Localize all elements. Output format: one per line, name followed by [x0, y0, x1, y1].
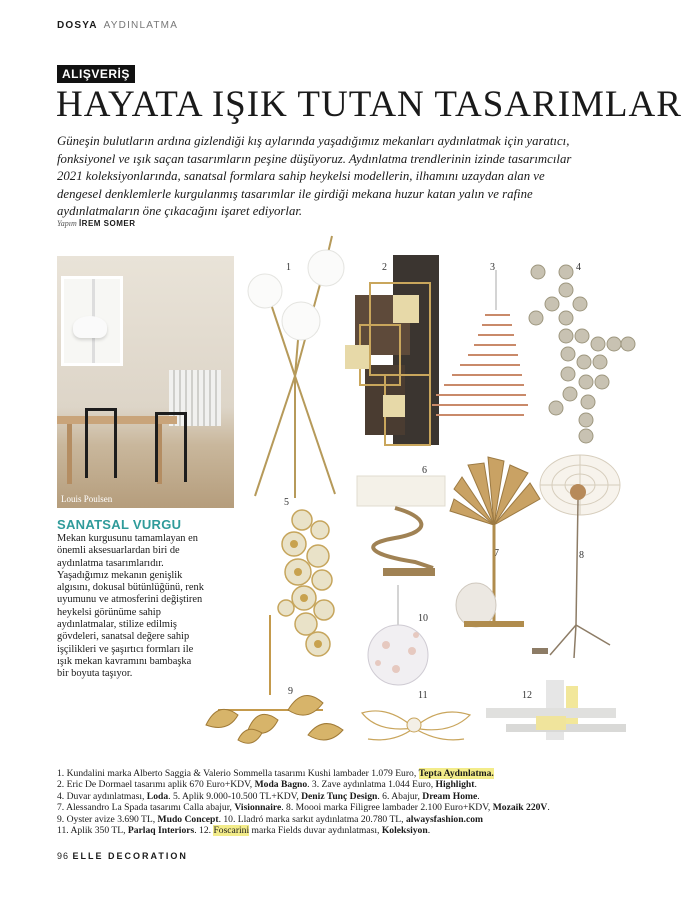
- caption-text: . 10. Lladró marka sarkıt aydınlatma 20.780 TL,: [218, 813, 406, 825]
- interior-photo: [57, 256, 234, 508]
- article-title: HAYATA IŞIK TUTAN TASARIMLAR: [56, 84, 682, 125]
- product-number: 4: [576, 262, 581, 273]
- subsection-label: AYDINLATMA: [103, 20, 179, 31]
- caption-brand: Mozaik 220V: [492, 802, 548, 814]
- caption-text: .: [427, 825, 431, 837]
- caption-brand: Visionnaire: [234, 802, 282, 814]
- sidebar-text: Mekan kurgusunu tamamlayan en önemli aksesuarlardan biri de aydınlatma tasarımlarıdır. Yaşadığımız mekanın genişlik algısını, dokusal bütünlüğünü, renk uyumunu ve atmosferini değiştiren heykelsi görünüme sahip aydınlatmalar, stilize edilmiş gövdeleri, sanatsal değere sahip işçilikleri ve şaşırtıcı formları ile ışık mekan kavramını bambaşka bir boyuta taşıyor.: [57, 533, 204, 680]
- caption-line: [57, 802, 657, 813]
- section-label: DOSYA: [57, 20, 98, 31]
- caption-text: . 6. Abajur,: [377, 790, 423, 802]
- page-number: 96: [57, 851, 70, 861]
- caption-brand: alwaysfashion.com: [405, 813, 483, 825]
- product-number: 11: [418, 690, 428, 701]
- byline: [57, 219, 136, 228]
- product-number: 1: [286, 262, 291, 273]
- floor-lamp-8-image: [530, 450, 625, 660]
- byline-author: İREM SOMER: [78, 219, 136, 228]
- caption-brand: Foscarini: [213, 825, 250, 837]
- caption-text: 1. Kundalini marka Alberto Saggia & Valerio Sommella tasarımı Kushi lambader 1.079 Euro,: [57, 768, 419, 779]
- caption-text: 11. Aplik 350 TL,: [57, 825, 128, 837]
- table-leg: [67, 424, 72, 484]
- caption-text: . 8. Moooi marka Filigree lambader 2.100 Euro+KDV,: [281, 802, 493, 814]
- pendant-lamp-10-image: [356, 585, 441, 695]
- wall-lamp-4-image: [528, 262, 638, 447]
- caption-brand: Dream Home: [422, 790, 478, 802]
- caption-text: . 12.: [194, 825, 214, 837]
- product-number: 3: [490, 262, 495, 273]
- product-captions: [57, 768, 657, 836]
- magazine-brand: ELLE DECORATION: [72, 851, 188, 861]
- caption-brand: Loda: [146, 790, 169, 802]
- caption-text: . 3. Zave aydınlatma 1.044 Euro,: [307, 779, 436, 791]
- chair: [85, 408, 117, 478]
- product-number: 2: [382, 262, 387, 273]
- caption-text: 4. Duvar aydınlatması,: [57, 790, 147, 802]
- caption-text: .: [474, 779, 477, 791]
- wall-lamp-12-image: [486, 680, 628, 750]
- caption-text: . 5. Aplik 9.000-10.500 TL+KDV,: [168, 790, 302, 802]
- caption-brand: Highlight: [435, 779, 475, 791]
- category-tag: ALIŞVERİŞ: [57, 65, 135, 83]
- product-number: 12: [522, 690, 532, 701]
- caption-text: 7. Alessandro La Spada tasarımı Calla abajur,: [57, 802, 235, 814]
- caption-text: 9. Oyster avize 3.690 TL,: [57, 813, 158, 825]
- caption-line: [57, 825, 657, 836]
- table-lamp-7-image: [448, 455, 543, 630]
- caption-line: [57, 779, 657, 790]
- product-number: 7: [494, 548, 499, 559]
- caption-text: .: [477, 790, 480, 802]
- pendant-lamp-image: [73, 316, 107, 338]
- caption-brand: Parlaq Interiors: [127, 825, 195, 837]
- page-footer: [57, 851, 188, 861]
- chair: [155, 412, 187, 482]
- chandelier-9-image: [198, 615, 348, 750]
- caption-text: 2. Eric De Dormael tasarımı aplik 670 Euro+KDV,: [57, 779, 255, 791]
- wall-sconce-11-image: [358, 703, 473, 753]
- floor-lamp-1-image: [240, 236, 350, 501]
- caption-text: .: [547, 802, 550, 814]
- product-number: 10: [418, 613, 428, 624]
- article-intro: Güneşin bulutların ardına gizlendiği kış aylarında yaşadığımız mekanları aydınlatmak için yaratıcı, fonksiyonel ve ışık saçan tasarımların peşine düşüyoruz. Aydınlatma trendlerinin izinde tasarımcılar 2021 koleksiyonlarında, sanatsal formlara sahip heykelsi modellerin, ilhamını uzaydan alan ve dengesel denklemlerle kurgulanmış tasarımlar ile girdiği mekana huzur katan yalın ve rafine aydınlatmaların öne çıkacağını işaret ediyorlar.: [57, 134, 572, 218]
- caption-line: [57, 791, 657, 802]
- byline-label: Yapım: [57, 219, 77, 228]
- caption-brand: Moda Bagno: [254, 779, 308, 791]
- product-number: 6: [422, 465, 427, 476]
- sidebar-heading: SANATSAL VURGU: [57, 517, 182, 532]
- product-number: 9: [288, 686, 293, 697]
- page-header: [57, 20, 178, 31]
- caption-brand: Koleksiyon: [381, 825, 428, 837]
- caption-text: marka Fields duvar aydınlatması,: [249, 825, 382, 837]
- caption-line: [57, 814, 657, 825]
- caption-line: [57, 768, 657, 779]
- photo-credit: Louis Poulsen: [61, 494, 113, 504]
- caption-brand: Tepta Aydınlatma.: [418, 768, 494, 779]
- pendant-lamp-3-image: [430, 270, 530, 430]
- table-lamp-6-image: [355, 476, 450, 581]
- caption-brand: Mudo Concept: [157, 813, 219, 825]
- caption-brand: Deniz Tunç Design: [301, 790, 378, 802]
- product-number: 8: [579, 550, 584, 561]
- product-number: 5: [284, 497, 289, 508]
